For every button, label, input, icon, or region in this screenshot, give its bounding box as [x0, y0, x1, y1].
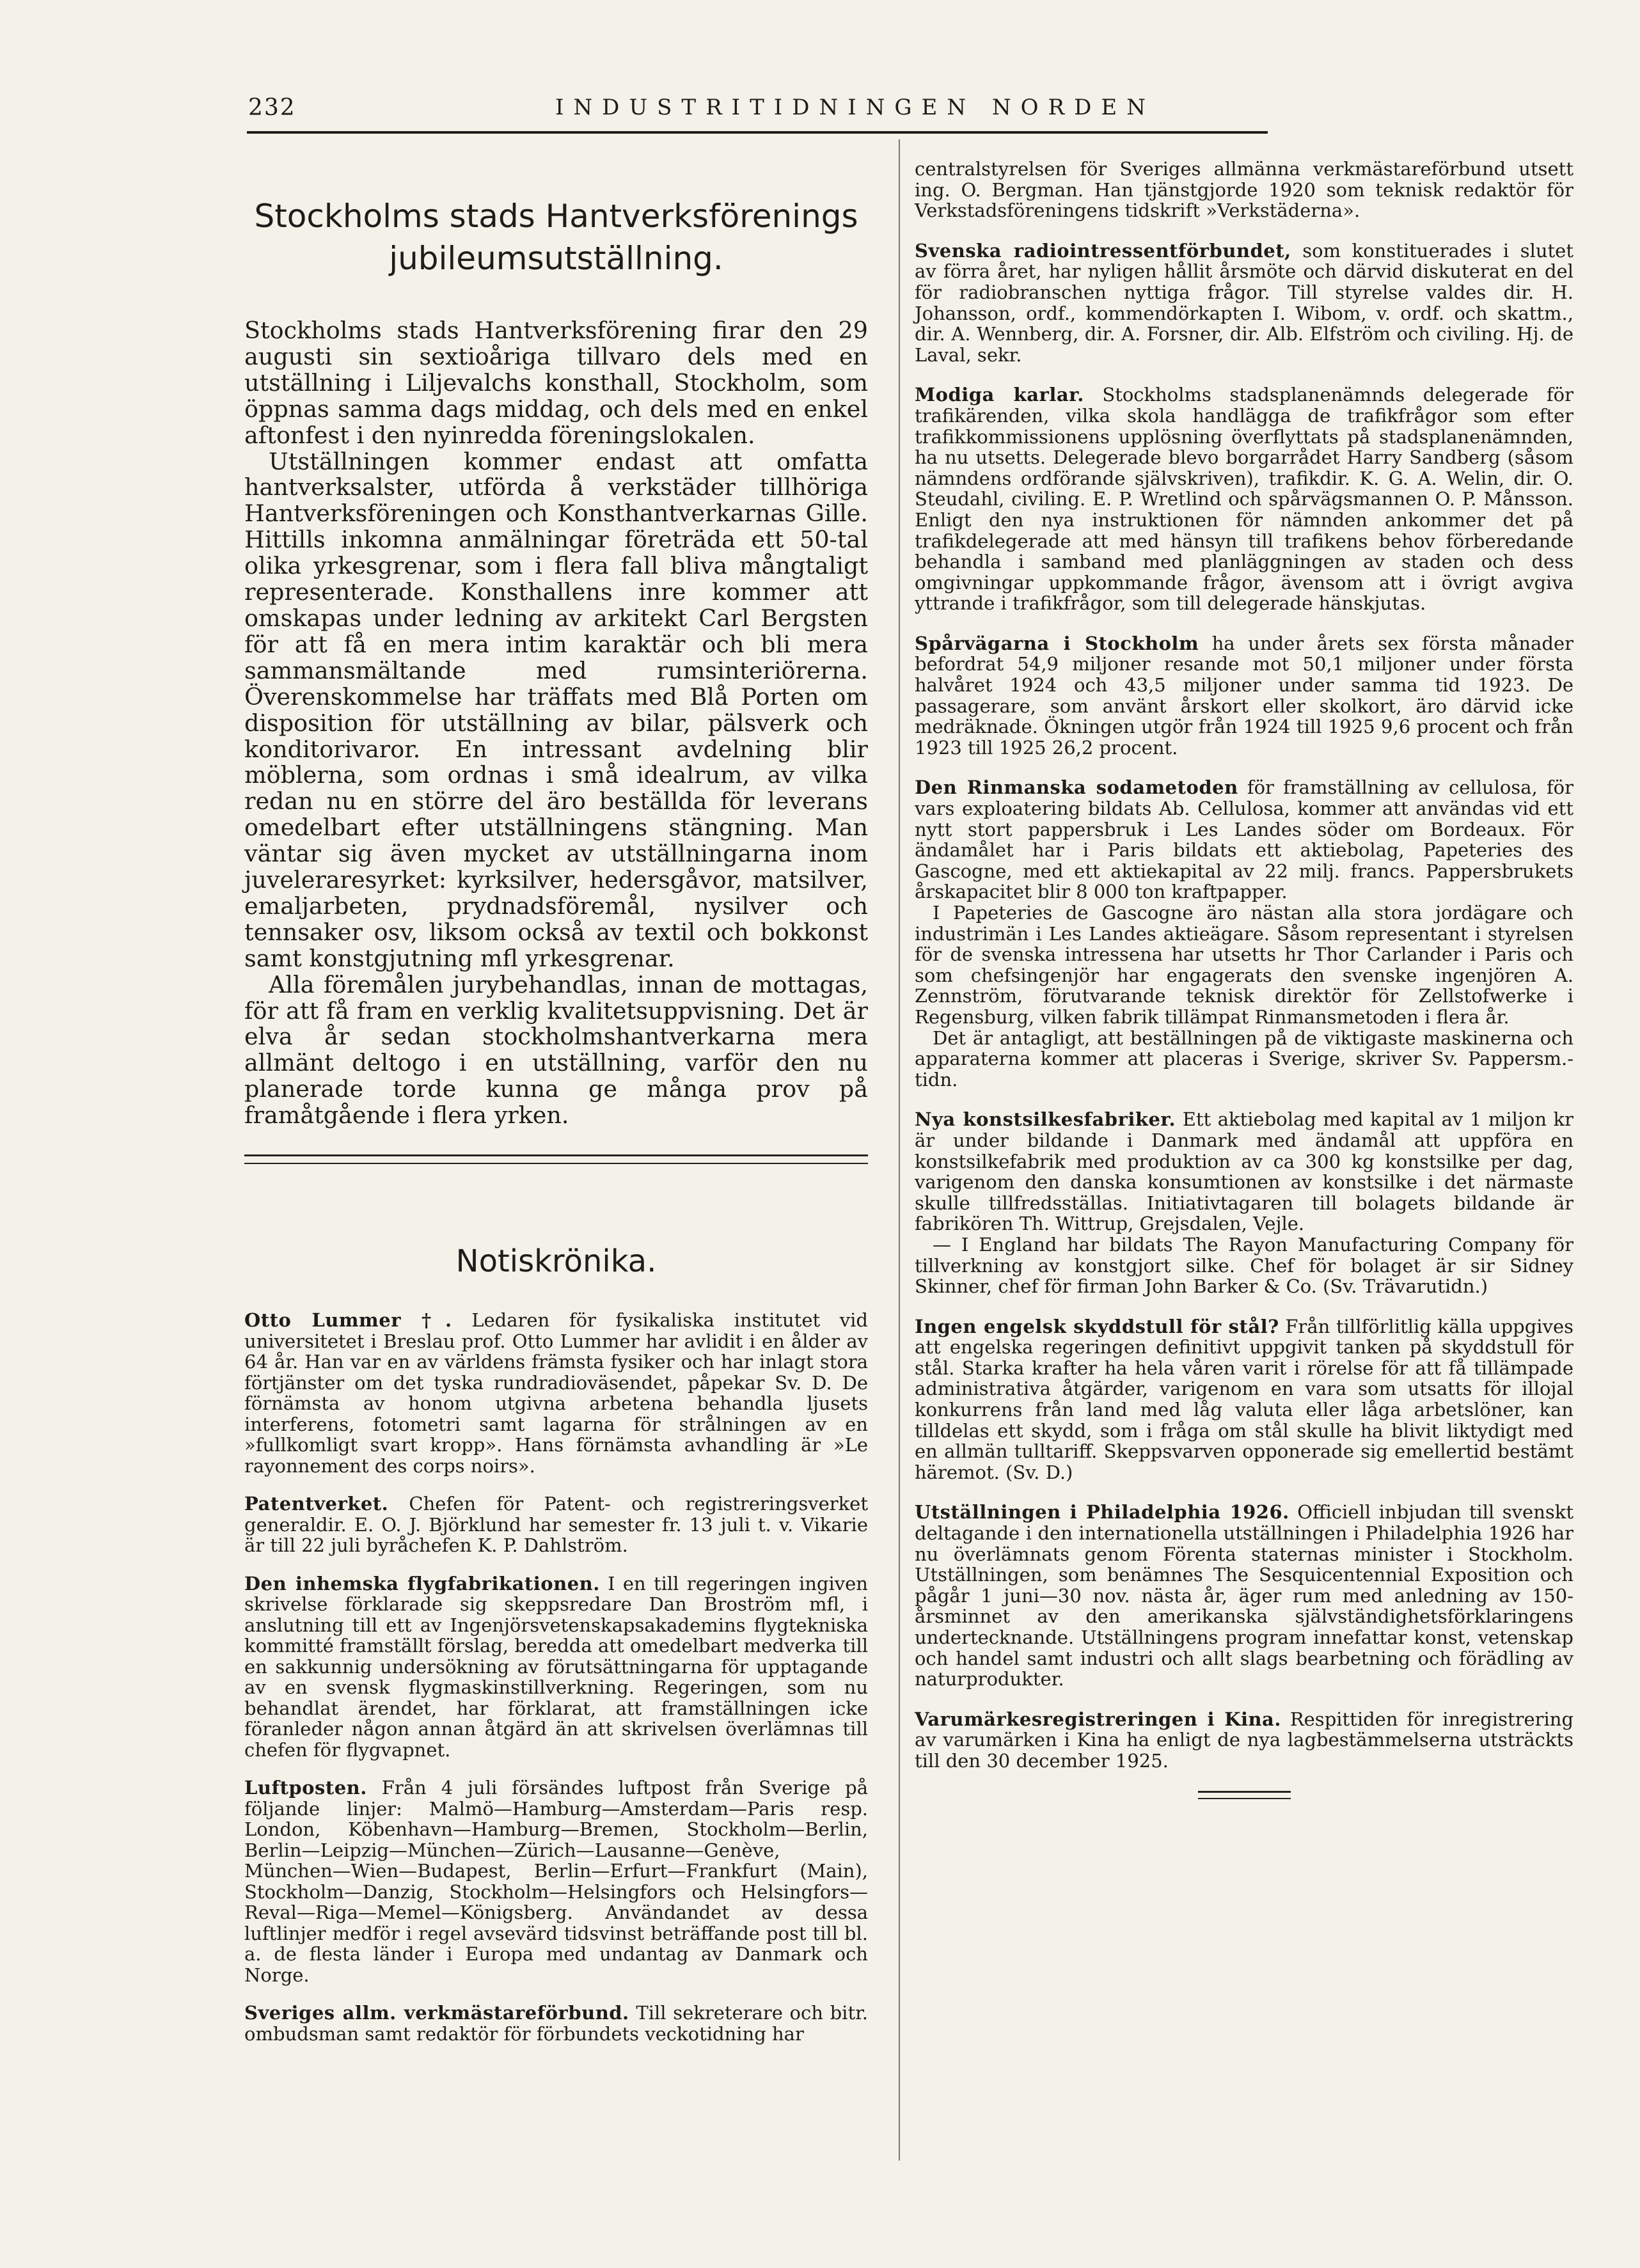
notice-paragraph [915, 777, 1573, 902]
notice-heading: Sveriges allm. verkmästareförbund. [244, 2002, 629, 2024]
left-column [244, 141, 868, 2061]
notice-text: ha under årets sex första månader befordrat 54,9 miljoner resande mot 50,1 miljoner under första halvåret 1924 och 43,5 miljoner under samma tid 1923. De passagerare, som använt årskort eller skolkort, äro därvid icke medräknade. Ökningen utgör från 1924 till 1925 9,6 procent och från 1923 till 1925 26,2 procent. [915, 632, 1573, 759]
notice-heading: Patentverket. [244, 1493, 389, 1515]
page-header [248, 95, 1510, 133]
article-paragraph: Alla föremålen jurybehandlas, innan de mottagas, för att få fram en verklig kvalitetsuppvisning. Det är elva år sedan stockholmshantverkarna mera allmänt deltogo i en utställning, varför den nu planerade torde kunna ge många prov på framåtgående i flera yrken. [244, 970, 868, 1130]
notice-item [244, 1493, 868, 1556]
notice-text: centralstyrelsen för Sveriges allmänna verkmästareförbund utsett ing. O. Bergman. Han tjänstgjorde 1920 som teknisk redaktör för Verkstadsföreningens tidskrift »Verkstäderna». [915, 158, 1573, 222]
notice-heading: Nya konstsilkesfabriker. [915, 1108, 1176, 1131]
notice-paragraph [915, 1502, 1573, 1689]
page-number: 232 [248, 95, 296, 121]
notice-item [244, 1777, 868, 1985]
article-title: Stockholms stads Hantverksförenings jubileumsutställning. [254, 198, 858, 277]
notice-heading: Otto Lummer †. [244, 1309, 452, 1332]
notice-heading: Svenska radiointressentförbundet, [915, 239, 1291, 262]
column-divider [899, 139, 900, 2161]
notice-paragraph [244, 1573, 868, 1761]
end-rule [1198, 1791, 1291, 1799]
notice-paragraph [244, 1777, 868, 1985]
notice-item [915, 240, 1573, 366]
notice-paragraph [915, 384, 1573, 614]
notice-item [915, 1502, 1573, 1689]
notice-heading: Varumärkesregistreringen i Kina. [915, 1708, 1281, 1730]
notice-heading: Den inhemska flygfabrikationen. [244, 1572, 600, 1595]
notice-item [915, 1709, 1573, 1772]
notice-paragraph [244, 2003, 868, 2044]
notice-text: Till sekreterare och bitr. ombudsman samt redaktör för förbundets veckotidning har [244, 2002, 869, 2045]
notice-text: Från 4 juli försändes luftpost från Sverige på följande linjer: Malmö—Hamburg—Amsterdam—Paris resp. London, Köbenhavn—Hamburg—Bremen, Stockholm—Berlin, Berlin—Leipzig—München—Zürich—Lausanne—Genève, München—Wien—Budapest, Berlin—Erfurt—Frankfurt (Main), Stockholm—Danzig, Stockholm—Helsingfors och Helsingfors—Reval—Riga—Memel—Königsberg. Användandet av dessa luftlinjer medför i regel avsevärd tidsvinst beträffande post till bl. a. de flesta länder i Europa med undantag av Danmark och Norge. [244, 1777, 868, 1986]
notice-item [244, 1310, 868, 1476]
notice-text: I en till regeringen ingiven skrivelse förklarade sig skeppsredare Dan Broström mfl, i anslutning till ett av Ingenjörsvetenskapsakademins flygtekniska kommitté framställt förslag, beredda att omedelbart medverka till en sakkunnig undersökning av förutsättningarna för upptagande av en svensk flygmaskinstillverkning. Regeringen, som nu behandlat ärendet, har förklarat, att framställningen icke föranleder någon annan åtgärd än att skrivelsen överlämnas till chefen för flygvapnet. [244, 1572, 868, 1761]
notice-item [915, 1316, 1573, 1483]
notiskronika-title: Notiskrönika. [455, 1243, 657, 1280]
notice-text: Ett aktiebolag med kapital av 1 miljon kr är under bildande i Danmark med ändamål att uppföra en konstsilkefabrik med produktion av ca 300 kg konstsilke per dag, varigenom den danska konsumtionen av konstsilke i det närmaste skulle tillfredsställas. Initiativtagaren till bolagets bildande är fabrikören Th. Wittrup, Grejsdalen, Vejle. [915, 1108, 1573, 1235]
article-paragraph: Stockholms stads Hantverksförening firar den 29 augusti sin sextioåriga tillvaro dels med en utställning i Liljevalchs konsthall, Stockholm, som öppnas samma dags middag, och dels med en enkel aftonfest i den nyinredda föreningslokalen. [244, 317, 868, 449]
notice-paragraph [244, 1493, 868, 1556]
notice-continuation: I Papeteries de Gascogne äro nästan alla stora jordägare och industrimän i Les Landes aktieägare. Såsom representant i styrelsen för de svenska intressena har utsetts hr Thor Carlander i Paris och som chefsingenjör har engagerats den svenske ingenjören A. Zennström, förutvarande teknisk direktör för Zellstofwerke i Regensburg, vilken fabrik tillämpat Rinmansmetoden i flera år. [915, 902, 1573, 1028]
journal-title: INDUSTRITIDNINGEN NORDEN [555, 95, 1155, 120]
notice-text: för framställning av cellulosa, för vars exploatering bildats Ab. Cellulosa, kommer att användas vid ett nytt stort pappersbruk i Les Landes söder om Bordeaux. För ändamålet har i Paris bildats ett aktiebolag, Papeteries des Gascogne, med ett aktiekapital av 22 milj. francs. Pappersbrukets årskapacitet blir 8 000 ton kraftpapper. [915, 776, 1573, 903]
section-divider [244, 1154, 868, 1164]
notice-text: Officiell inbjudan till svenskt deltagande i den internationella utställningen i Philadelphia 1926 har nu överlämnats genom Förenta staternas minister i Stockholm. Utställningen, som benämnes The Sesquicentennial Exposition och pågår 1 juni—30 nov. nästa år, äger rum med anledning av 150-årsminnet av den amerikanska självständighetsförklaringens undertecknande. Utställningens program innefattar konst, vetenskap och handel samt industri och allt slags bearbetning och förädling av naturprodukter. [915, 1501, 1573, 1690]
notice-text: Ledaren för fysikaliska institutet vid universitetet i Breslau prof. Otto Lummer har avlidit i en ålder av 64 år. Han var en av världens främsta fysiker och har inlagt stora förtjänster om det tyska rundradioväsendet, påpekar Sv. D. De förnämsta av honom utgivna arbetena behandla ljusets interferens, fotometri samt lagarna för strålningen av en »fullkomligt svart kropp». Hans förnämsta avhandling är »Le rayonnement des corps noirs». [244, 1309, 868, 1477]
notice-paragraph [915, 1316, 1573, 1483]
notice-item [915, 159, 1573, 221]
notice-text: Från tillförlitlig källa uppgives att engelska regeringen definitivt uppgivit tanken på skyddstull för stål. Starka krafter ha hela våren varit i rörelse för att få tillämpade administrativa åtgärder, varigenom en vara som utsatts för illojal konkurrens från land med låg valuta eller låga arbetslöner, kan tilldelas ett skydd, som i fråga om stål skulle ha blivit liktydigt med en allmän tulltariff. Skeppsvarven opponerade sig emellertid bestämt häremot. (Sv. D.) [915, 1315, 1573, 1483]
notice-continuation: Det är antagligt, att beställningen på de viktigaste maskinerna och apparaterna kommer att placeras i Sverige, skriver Sv. Pappersm.-tidn. [915, 1027, 1573, 1091]
notice-paragraph [915, 1709, 1573, 1772]
notice-item [915, 633, 1573, 759]
notice-paragraph [244, 1310, 868, 1476]
notice-item [244, 1573, 868, 1761]
notice-item [915, 384, 1573, 614]
notice-paragraph [915, 240, 1573, 366]
notis-left-list [244, 1310, 868, 2044]
header-rule [247, 131, 1268, 134]
right-column [915, 159, 1573, 1799]
notice-heading: Utställningen i Philadelphia 1926. [915, 1501, 1289, 1524]
notice-paragraph [915, 633, 1573, 759]
notice-text: Respittiden för inregistrering av varumärken i Kina ha enligt de nya lagbestämmelserna utsträckts till den 30 december 1925. [915, 1708, 1574, 1772]
notice-item [244, 2003, 868, 2044]
notice-item [915, 777, 1573, 1090]
notice-text: Stockholms stadsplanenämnds delegerade för trafikärenden, vilka skola handlägga de trafikfrågor som efter trafikkommissionens upplösning överflyttats på stadsplanenämnden, ha nu utsetts. Delegerade blevo borgarrådet Harry Sandberg (såsom nämndens ordförande självskriven), trafikdir. K. G. A. Welin, dir. O. Steudahl, civiling. E. P. Wretlind och spårvägsmannen O. P. Månsson. Enligt den nya instruktionen för nämnden ankommer det på trafikdelegerade att med hänsyn till trafikens behov förberedande behandla i samband med planläggningen av staden och dess omgivningar uppkommande frågor, ävensom att i övrigt avgiva yttrande i trafikfrågor, som till delegerade hänskjutas. [915, 384, 1573, 615]
notis-right-list [915, 159, 1573, 1772]
article-paragraph: Utställningen kommer endast att omfatta hantverksalster, utförda å verkstäder tillhöriga Hantverksföreningen och Konsthantverkarnas Gille. Hittills inkomna anmälningar företräda ett 50-tal olika yrkesgrenar, som i flera fall bliva mångtaligt representerade. Konsthallens inre kommer att omskapas under ledning av arkitekt Carl Bergsten för att få en mera intim karaktär och bli mera sammansmältande med rumsinteriörerna. Överenskommelse har träffats med Blå Porten om disposition för utställning av bilar, pälsverk och konditorivaror. En intressant avdelning blir möblerna, som ordnas i små idealrum, av vilka redan nu en större del äro beställda för leverans omedelbart efter utställningens stängning. Man väntar sig även mycket av utställningarna inom juveleraresyrket: kyrksilver, hedersgåvor, matsilver, emaljarbeten, prydnadsföremål, nysilver och tennsaker osv, liksom också av textil och bokkonst samt konstgjutning mfl yrkesgrenar. [244, 447, 868, 972]
notice-heading: Luftposten. [244, 1777, 367, 1799]
notice-heading: Modiga karlar. [915, 384, 1084, 406]
notice-heading: Spårvägarna i Stockholm [915, 632, 1199, 654]
notice-continuation: — I England har bildats The Rayon Manufacturing Company för tillverkning av konstgjort silke. Chef för bolaget är sir Sidney Skinner, chef för firman John Barker & Co. (Sv. Trävarutidn.) [915, 1233, 1573, 1298]
notice-paragraph [915, 1109, 1573, 1234]
notice-item [915, 1109, 1573, 1296]
notice-heading: Den Rinmanska sodametoden [915, 776, 1238, 799]
article-body [244, 318, 868, 1129]
notice-paragraph [915, 159, 1573, 221]
notice-text: Chefen för Patent- och registreringsverket generaldir. E. O. J. Björklund har semester fr. 13 juli t. v. Vikarie är till 22 juli byråchefen K. P. Dahlström. [244, 1493, 868, 1557]
notice-text: som konstituerades i slutet av förra året, har nyligen hållit årsmöte och därvid diskuterat en del för radiobranschen nyttiga frågor. Till styrelse valdes dir. H. Johansson, ordf., kommendörkapten I. Wibom, v. ordf. och skattm., dir. A. Wennberg, dir. A. Forsner, dir. Alb. Elfström och civiling. Hj. de Laval, sekr. [915, 239, 1573, 366]
notice-heading: Ingen engelsk skyddstull för stål? [915, 1315, 1279, 1337]
